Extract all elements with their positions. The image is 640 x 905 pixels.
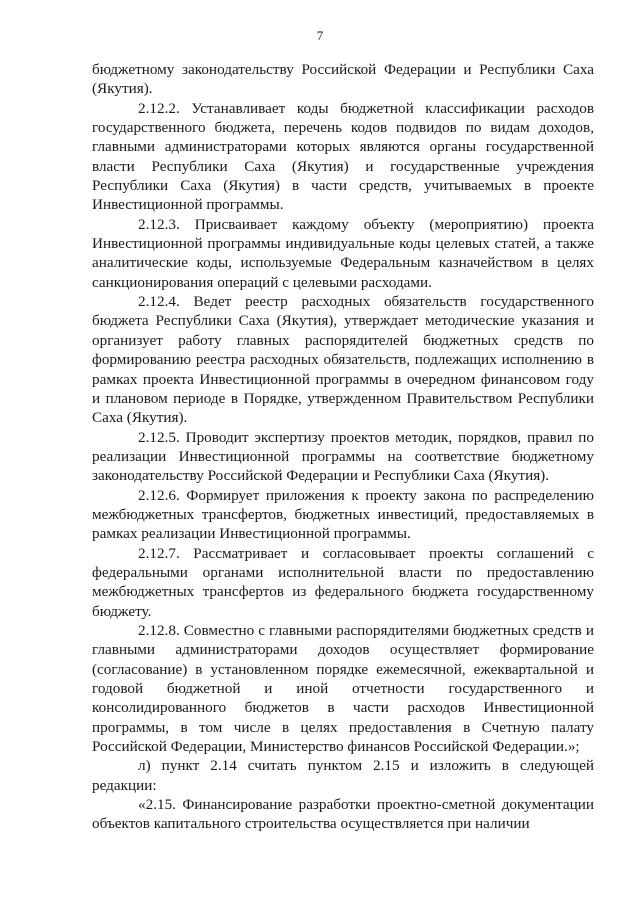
paragraph-2-12-8: 2.12.8. Совместно с главными распорядителями бюджетных средств и главными администраторами доходов осуществляет формирование (согласование) в установленном порядке ежемесячной, ежеквартальной и годовой бюджетной и иной отчетности государственного и консолидированного бюджетов в части расходов Инвестиционной программы, в том числе в целях предоставления в Счетную палату Российской Федерации, Министерство финансов Российской Федерации.»; [92,621,594,756]
paragraph-2-12-6: 2.12.6. Формирует приложения к проекту закона по распределению межбюджетных трансфертов, бюджетных инвестиций, предоставляемых в рамках реализации Инвестиционной программы. [92,486,594,543]
paragraph-2-12-5: 2.12.5. Проводит экспертизу проектов методик, порядков, правил по реализации Инвестиционной программы на соответствие бюджетному законодательству Российской Федерации и Республики Саха (Якутия). [92,428,594,485]
paragraph-2-12-4: 2.12.4. Ведет реестр расходных обязательств государственного бюджета Республики Саха (Якутия), утверждает методические указания и организует работу главных распорядителей бюджетных средств по формированию реестра расходных обязательств, подлежащих исполнению в рамках проекта Инвестиционной программы в очередном финансовом году и плановом периоде в Порядке, утвержденном Правительством Республики Саха (Якутия). [92,293,594,427]
document-body [92,60,594,834]
paragraph-2-12-2: 2.12.2. Устанавливает коды бюджетной классификации расходов государственного бюджета, перечень кодов подвидов по видам доходов, главными администраторами которых являются органы государственной власти Республики Саха (Якутия) и государственные учреждения Республики Саха (Якутия) в части средств, учитываемых в проекте Инвестиционной программы. [92,99,594,214]
page-number: 7 [316,28,324,43]
paragraph-2-15: «2.15. Финансирование разработки проектно-сметной документации объектов капитального строительства осуществляется при наличии [92,796,594,833]
paragraph-2-12-3: 2.12.3. Присваивает каждому объекту (мероприятию) проекта Инвестиционной программы индивидуальные коды целевых статей, а также аналитические коды, используемые Федеральным казначейством в целях санкционирования операций с целевыми расходами. [92,215,594,291]
paragraph-2-12-7: 2.12.7. Рассматривает и согласовывает проекты соглашений с федеральными органами исполнительной власти по предоставлению межбюджетных трансфертов из федерального бюджета государственному бюджету. [92,544,594,620]
paragraph-item-l: л) пункт 2.14 считать пунктом 2.15 и изложить в следующей редакции: [92,757,594,794]
paragraph-continuation: бюджетному законодательству Российской Федерации и Республики Саха (Якутия). [92,61,594,98]
